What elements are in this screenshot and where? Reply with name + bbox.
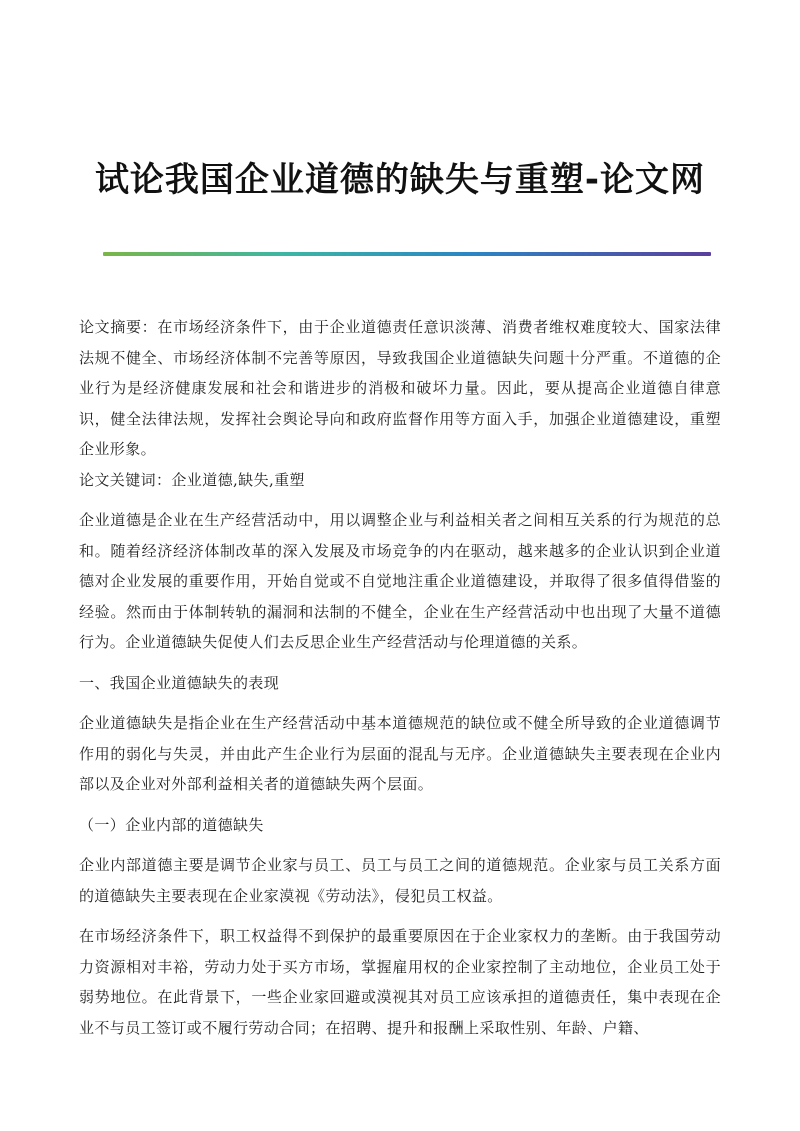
section-heading: 一、我国企业道德缺失的表现 [79,673,280,692]
title-divider [103,252,711,256]
document-title: 试论我国企业道德的缺失与重塑-论文网 [94,160,706,200]
subsection-heading: （一）企业内部的道德缺失 [79,815,264,834]
intro-paragraph: 企业道德是企业在生产经营活动中，用以调整企业与利益相关者之间相互关系的行为规范的总和。随着经济经济体制改革的深入发展及市场竞争的内在驱动，越来越多的企业认识到企业道德对企业发展的重要作用，开始自觉或不自觉地注重企业道德建设，并取得了很多值得借鉴的经验。然而由于体制转轨的漏洞和法制的不健全，企业在生产经营活动中也出现了大量不道德行为。企业道德缺失促使人们去反思企业生产经营活动与伦理道德的关系。 [79,511,721,651]
body-paragraph: 在市场经济条件下，职工权益得不到保护的最重要原因在于企业家权力的垄断。由于我国劳动力资源相对丰裕，劳动力处于买方市场，掌握雇用权的企业家控制了主动地位，企业员工处于弱势地位。在此背景下，一些企业家回避或漠视其对员工应该承担的道德责任，集中表现在企业不与员工签订或不履行劳动合同；在招聘、提升和报酬上采取性别、年龄、户籍、 [79,927,721,1037]
body-paragraph: 企业道德缺失是指企业在生产经营活动中基本道德规范的缺位或不健全所导致的企业道德调节作用的弱化与失灵，并由此产生企业行为层面的混乱与无序。企业道德缺失主要表现在企业内部以及企业对外部利益相关者的道德缺失两个层面。 [79,714,721,793]
body-paragraph: 企业内部道德主要是调节企业家与员工、员工与员工之间的道德规范。企业家与员工关系方面的道德缺失主要表现在企业家漠视《劳动法》，侵犯员工权益。 [79,856,721,905]
abstract-paragraph: 论文摘要：在市场经济条件下，由于企业道德责任意识淡薄、消费者维权难度较大、国家法律法规不健全、市场经济体制不完善等原因，导致我国企业道德缺失问题十分严重。不道德的企业行为是经济健康发展和社会和谐进步的消极和破坏力量。因此，要从提高企业道德自律意识，健全法律法规，发挥社会舆论导向和政府监督作用等方面入手，加强企业道德建设，重塑企业形象。 [79,318,721,458]
keywords-line: 论文关键词：企业道德,缺失,重塑 [79,470,305,489]
document-body [79,312,721,1053]
